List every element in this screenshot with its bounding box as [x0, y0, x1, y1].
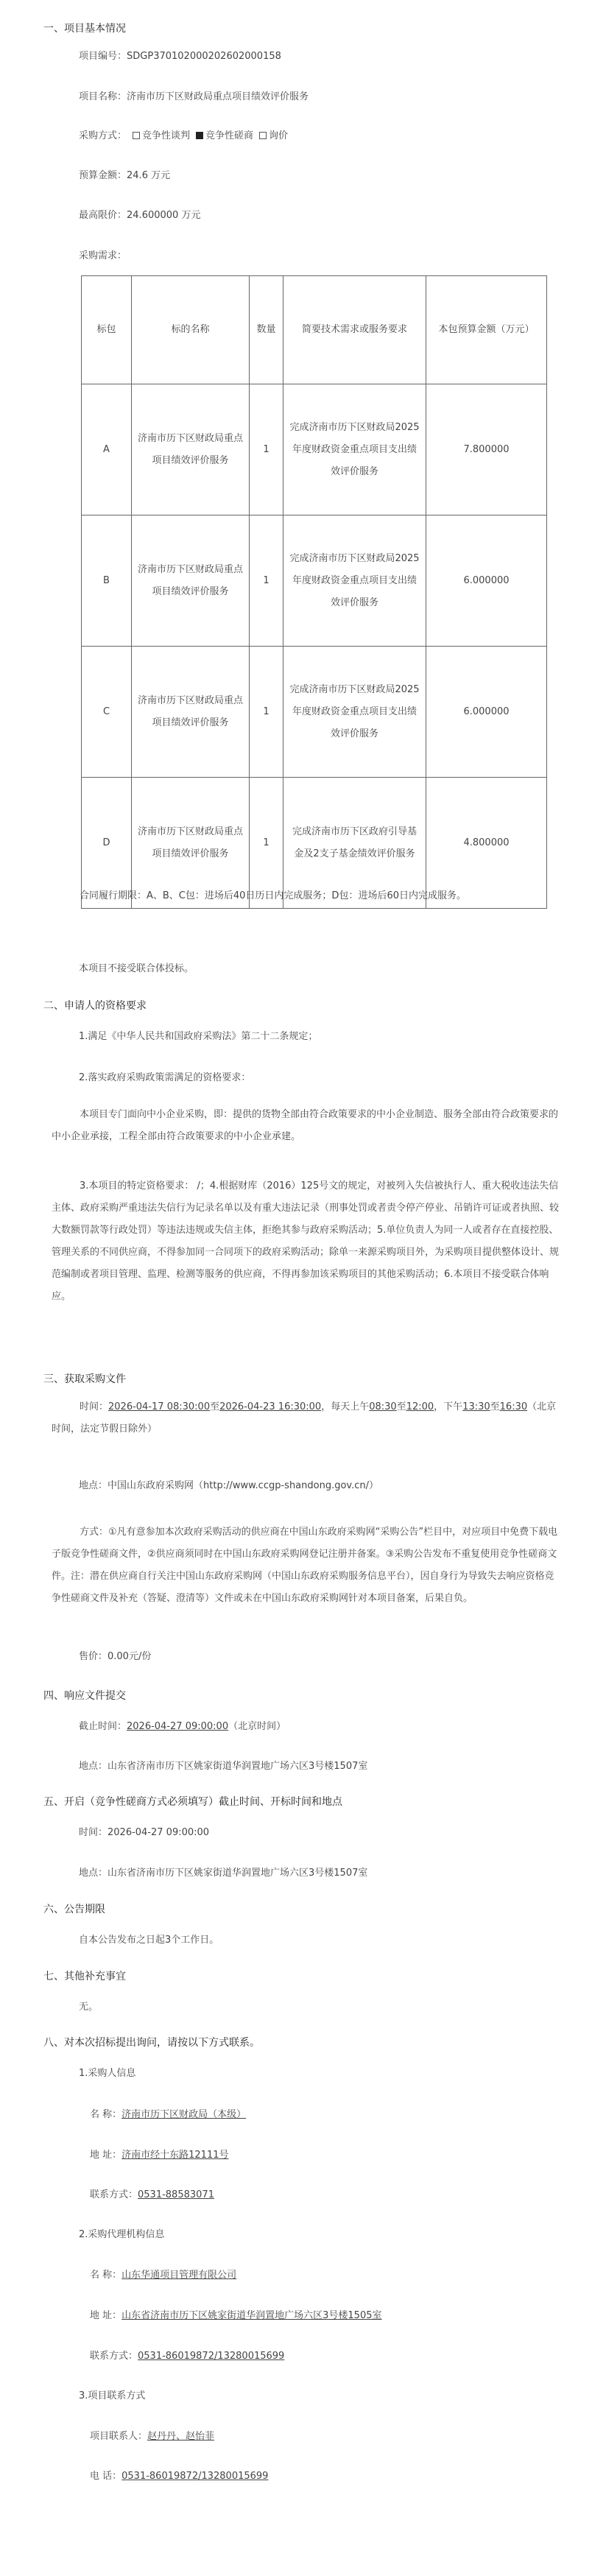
cell-budget: 6.000000: [426, 647, 547, 778]
max-price-label: 最高限价：: [79, 210, 127, 221]
contract-period: 合同履行期限：A、B、C包：进场后40日历日内完成服务；D包：进场后60日内完成服务。: [80, 890, 466, 901]
header-item-name: 标的名称: [132, 276, 250, 384]
agency-address-label: 地 址：: [90, 2310, 122, 2321]
cell-package: D: [82, 778, 132, 909]
method-option-3: 询价: [269, 130, 289, 141]
obtain-pm-label: ，下午: [434, 1401, 463, 1412]
max-price-row: [79, 207, 200, 221]
cell-item-name: 济南市历下区财政局重点项目绩效评价服务: [132, 778, 250, 909]
table-row: [82, 515, 547, 647]
project-name: 济南市历下区财政局重点项目绩效评价服务: [127, 91, 309, 102]
submit-deadline-value: 2026-04-27 09:00:00: [127, 1721, 229, 1732]
table-header-row: [82, 276, 547, 384]
method-checkbox-1: [133, 132, 140, 139]
cell-package: C: [82, 647, 132, 778]
budget-label: 预算金额：: [79, 170, 127, 181]
section-8-title: 八、对本次招标提出询问，请按以下方式联系。: [43, 2037, 260, 2049]
agency-phone-label: 联系方式：: [90, 2351, 138, 2362]
buyer-phone-label: 联系方式：: [90, 2189, 138, 2200]
section-5-title: 五、开启（竞争性磋商方式必须填写）截止时间、开标时间和地点: [43, 1796, 342, 1808]
buyer-address: 济南市经十东路12111号: [121, 2150, 229, 2161]
cell-requirements: 完成济南市历下区财政局2025年度财政资金重点项目支出绩效评价服务: [283, 384, 426, 515]
cell-budget: 6.000000: [426, 515, 547, 647]
cell-package: A: [82, 384, 132, 515]
obtain-time-note: （北京时间，法定节假日除外）: [52, 1401, 557, 1435]
buyer-address-row: [90, 2147, 229, 2161]
project-name-label: 项目名称：: [79, 91, 127, 102]
obtain-am-from: 08:30: [369, 1401, 397, 1412]
table-row: [82, 384, 547, 515]
cell-budget: 4.800000: [426, 778, 547, 909]
method-option-1: 竞争性谈判: [142, 130, 191, 141]
project-contact-label: 项目联系人：: [90, 2431, 148, 2442]
agency-name-row: [90, 2267, 236, 2281]
header-requirements: 简要技术需求或服务要求: [283, 276, 426, 384]
project-code-row: [79, 48, 281, 62]
open-time: 时间：2026-04-27 09:00:00: [79, 1827, 210, 1838]
obtain-place-value: 中国山东政府采购网（http://www.ccgp-shandong.gov.cn/）: [108, 1480, 379, 1491]
project-contact-person: 赵丹丹、赵怡菲: [147, 2431, 215, 2442]
project-contact-title: 3.项目联系方式: [79, 2390, 146, 2401]
other-matters: 无。: [79, 2002, 99, 2013]
submit-deadline-note: （北京时间）: [228, 1721, 286, 1732]
project-name-row: [79, 88, 309, 102]
project-phone-row: [90, 2468, 268, 2482]
agency-info-title: 2.采购代理机构信息: [79, 2229, 165, 2240]
submit-place: 地点：山东省济南市历下区姚家街道华润置地广场六区3号楼1507室: [79, 1761, 368, 1772]
cell-item-name: 济南市历下区财政局重点项目绩效评价服务: [132, 647, 250, 778]
obtain-place: [79, 1477, 378, 1491]
procurement-method-label: 采购方式：: [79, 130, 127, 141]
agency-name-label: 名 称：: [90, 2270, 122, 2281]
section-2-title: 二、申请人的资格要求: [43, 1000, 147, 1012]
budget-row: [79, 167, 170, 181]
buyer-name-label: 名 称：: [90, 2109, 122, 2120]
submit-deadline-label: 截止时间：: [79, 1721, 127, 1732]
submit-deadline: [79, 1718, 286, 1732]
cell-package: B: [82, 515, 132, 647]
cell-item-name: 济南市历下区财政局重点项目绩效评价服务: [132, 384, 250, 515]
obtain-time-to: 2026-04-23 16:30:00: [219, 1401, 322, 1412]
document-price: 售价：0.00元/份: [79, 1651, 152, 1662]
qualification-item-2: 2.落实政府采购政策需满足的资格要求：: [79, 1072, 251, 1083]
cell-requirements: 完成济南市历下区政府引导基金及2支子基金绩效评价服务: [283, 778, 426, 909]
project-phone-label: 电 话：: [90, 2471, 122, 2482]
requirements-table: [81, 275, 547, 909]
agency-name: 山东华通项目管理有限公司: [121, 2270, 237, 2281]
obtain-place-label: 地点：: [79, 1480, 108, 1491]
project-code: SDGP370102000202602000158: [127, 51, 281, 62]
section-4-title: 四、响应文件提交: [43, 1690, 126, 1702]
section-7-title: 七、其他补充事宜: [43, 1971, 126, 1982]
header-quantity: 数量: [250, 276, 283, 384]
obtain-daily-prefix: ，每天上午: [321, 1401, 370, 1412]
no-consortium-note: 本项目不接受联合体投标。: [79, 963, 194, 974]
obtain-method: 方式：①凡有意参加本次政府采购活动的供应商在中国山东政府采购网“采购公告”栏目中，对应项目中免费下载电子版竞争性磋商文件，②供应商须同时在中国山东政府采购网登记注册并备案。③采购公告发布不重复使用竞争性磋商文件。注：潜在供应商自行关注中国山东政府采购网（中国山东政府采购服务信息平台），因自身行为导致失去响应资格竞争性磋商文件及补充（答疑、澄清等）文件或未在中国山东政府采购网针对本项目备案，后果自负。: [52, 1527, 558, 1604]
agency-phone-row: [90, 2348, 284, 2362]
obtain-pm-to: 16:30: [499, 1401, 528, 1412]
obtain-pm-from: 13:30: [462, 1401, 490, 1412]
method-checkbox-3: [259, 132, 267, 139]
section-1-title: 一、项目基本情况: [43, 23, 126, 35]
table-row: [82, 647, 547, 778]
obtain-time-label: 时间：: [80, 1401, 109, 1412]
cell-requirements: 完成济南市历下区财政局2025年度财政资金重点项目支出绩效评价服务: [283, 647, 426, 778]
demand-label: 采购需求：: [79, 250, 127, 261]
buyer-address-label: 地 址：: [90, 2150, 122, 2161]
agency-phone: 0531-86019872/13280015699: [138, 2351, 285, 2362]
cell-quantity: 1: [250, 778, 283, 909]
buyer-phone: 0531-88583071: [138, 2189, 214, 2200]
buyer-phone-row: [90, 2186, 214, 2200]
project-contact-row: [90, 2428, 214, 2442]
obtain-time-from: 2026-04-17 08:30:00: [108, 1401, 211, 1412]
budget-value: 24.6 万元: [127, 170, 171, 181]
cell-quantity: 1: [250, 647, 283, 778]
buyer-info-title: 1.采购人信息: [79, 2068, 136, 2079]
cell-item-name: 济南市历下区财政局重点项目绩效评价服务: [132, 515, 250, 647]
qualification-item-1: 1.满足《中华人民共和国政府采购法》第二十二条规定；: [79, 1031, 318, 1042]
cell-quantity: 1: [250, 384, 283, 515]
method-option-2: 竞争性磋商: [205, 130, 254, 141]
obtain-am-to: 12:00: [406, 1401, 434, 1412]
agency-address: 山东省济南市历下区姚家街道华润置地广场六区3号楼1505室: [121, 2310, 382, 2321]
notice-period: 自本公告发布之日起3个工作日。: [79, 1935, 219, 1946]
buyer-name-row: [90, 2106, 246, 2120]
obtain-time: 时间：2026-04-17 08:30:00至2026-04-23 16:30:00，每天上午08:30至12:00，下午13:30至16:30（北京时间，法定节假日除外）: [52, 1401, 557, 1435]
cell-budget: 7.800000: [426, 384, 547, 515]
cell-requirements: 完成济南市历下区财政局2025年度财政资金重点项目支出绩效评价服务: [283, 515, 426, 647]
section-3-title: 三、获取采购文件: [43, 1373, 126, 1385]
section-6-title: 六、公告期限: [43, 1904, 105, 1915]
method-checkbox-2: [196, 132, 203, 139]
agency-address-row: [90, 2307, 382, 2321]
project-phone: 0531-86019872/13280015699: [121, 2471, 269, 2482]
buyer-name: 济南市历下区财政局（本级）: [121, 2109, 247, 2120]
cell-quantity: 1: [250, 515, 283, 647]
header-budget: 本包预算金额（万元）: [426, 276, 547, 384]
qualification-item-2-detail: 本项目专门面向中小企业采购，即：提供的货物全部由符合政策要求的中小企业制造、服务全部由符合政策要求的中小企业承接，工程全部由符合政策要求的中小企业承建。: [52, 1109, 559, 1142]
procurement-method-row: [79, 127, 288, 141]
project-code-label: 项目编号：: [79, 51, 127, 62]
open-place: 地点：山东省济南市历下区姚家街道华润置地广场六区3号楼1507室: [79, 1868, 368, 1879]
max-price-value: 24.600000 万元: [127, 210, 201, 221]
header-package: 标包: [82, 276, 132, 384]
qualification-item-3: 3.本项目的特定资格要求： /；4.根据财库（2016）125号文的规定，对被列入失信被执行人、重大税收违法失信主体、政府采购严重违法失信行为记录名单以及有重大违法记录（刑事处罚或者责令停产停业、吊销许可证或者执照、较大数额罚款等行政处罚）等违法违规或失信主体，拒绝其参与政府采购活动；5.单位负责人为同一人或者存在直接控股、管理关系的不同供应商，不得参加同一合同项下的政府采购活动；除单一来源采购项目外，为采购项目提供整体设计、规范编制或者项目管理、监理、检测等服务的供应商，不得再参加该采购项目的其他采购活动；6.本项目不接受联合体响应。: [52, 1180, 560, 1302]
